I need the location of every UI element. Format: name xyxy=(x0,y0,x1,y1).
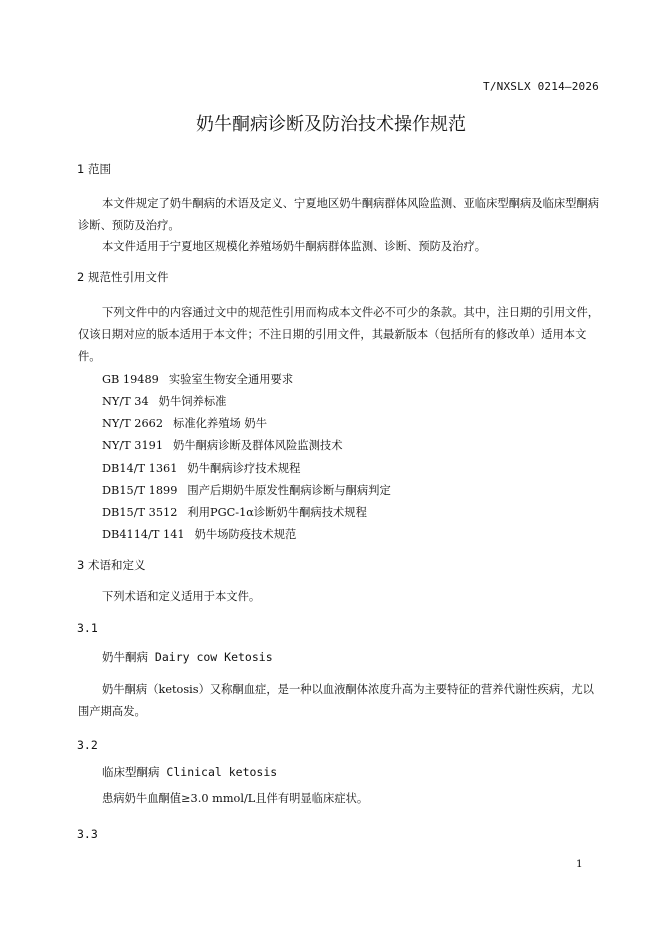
document-code: T/NXSLX 0214—2026 xyxy=(483,80,599,93)
section-2-heading: 2 规范性引用文件 xyxy=(77,270,169,284)
section-2-paragraph-1: 下列文件中的内容通过文中的规范性引用而构成本文件必不可少的条款。其中，注日期的引用文件，仅该日期对应的版本适用于本文件；不注日期的引用文件，其最新版本（包括所有的修改单）适用本文件。 xyxy=(78,306,600,363)
reference-title: 奶牛饲养标准 xyxy=(158,395,227,408)
document-title: 奶牛酮病诊断及防治技术操作规范 xyxy=(196,114,466,135)
reference-code: NY/T 3191 xyxy=(102,439,164,452)
section-3-heading: 3 术语和定义 xyxy=(77,558,146,572)
term-definition: 患病奶牛血酮值≥3.0 mmol/L且伴有明显临床症状。 xyxy=(102,792,369,805)
reference-title: 奶牛酮病诊断及群体风险监测技术 xyxy=(173,439,343,452)
term-number: 3.3 xyxy=(77,827,98,841)
reference-code: DB15/T 1899 xyxy=(102,484,178,497)
page-number: 1 xyxy=(576,858,583,870)
reference-title: 奶牛场防疫技术规范 xyxy=(194,528,297,541)
reference-code: DB4114/T 141 xyxy=(102,528,185,541)
reference-title: 奶牛酮病诊疗技术规程 xyxy=(187,462,301,475)
term-name: 临床型酮病 Clinical ketosis xyxy=(102,765,278,779)
term-number: 3.1 xyxy=(77,621,98,635)
reference-item xyxy=(102,460,300,476)
section-1-paragraph-2: 本文件适用于宁夏地区规模化养殖场奶牛酮病群体监测、诊断、预防及治疗。 xyxy=(102,240,487,253)
term-name: 奶牛酮病 Dairy cow Ketosis xyxy=(102,650,273,664)
reference-title: 标准化养殖场 奶牛 xyxy=(173,417,267,430)
reference-item xyxy=(102,504,367,520)
term-number: 3.2 xyxy=(77,738,98,752)
reference-item xyxy=(102,371,293,387)
reference-item xyxy=(102,526,296,542)
reference-title: 实验室生物安全通用要求 xyxy=(168,373,294,386)
section-1-paragraph-1: 本文件规定了奶牛酮病的术语及定义、宁夏地区奶牛酮病群体风险监测、亚临床型酮病及临床型酮病诊断、预防及治疗。 xyxy=(78,197,600,232)
reference-item xyxy=(102,393,226,409)
reference-code: DB14/T 1361 xyxy=(102,462,178,475)
reference-code: GB 19489 xyxy=(102,373,159,386)
reference-code: NY/T 2662 xyxy=(102,417,164,430)
term-definition: 奶牛酮病（ketosis）又称酮血症，是一种以血液酮体浓度升高为主要特征的营养代谢性疾病，尤以围产期高发。 xyxy=(78,683,594,718)
reference-item xyxy=(102,437,343,453)
reference-item xyxy=(102,482,391,498)
reference-code: NY/T 34 xyxy=(102,395,149,408)
reference-title: 围产后期奶牛原发性酮病诊断与酮病判定 xyxy=(187,484,391,497)
reference-item xyxy=(102,415,267,431)
section-1-heading: 1 范围 xyxy=(77,162,111,176)
reference-code: DB15/T 3512 xyxy=(102,506,178,519)
section-3-intro: 下列术语和定义适用于本文件。 xyxy=(102,590,261,603)
reference-title: 利用PGC-1α诊断奶牛酮病技术规程 xyxy=(187,506,367,519)
